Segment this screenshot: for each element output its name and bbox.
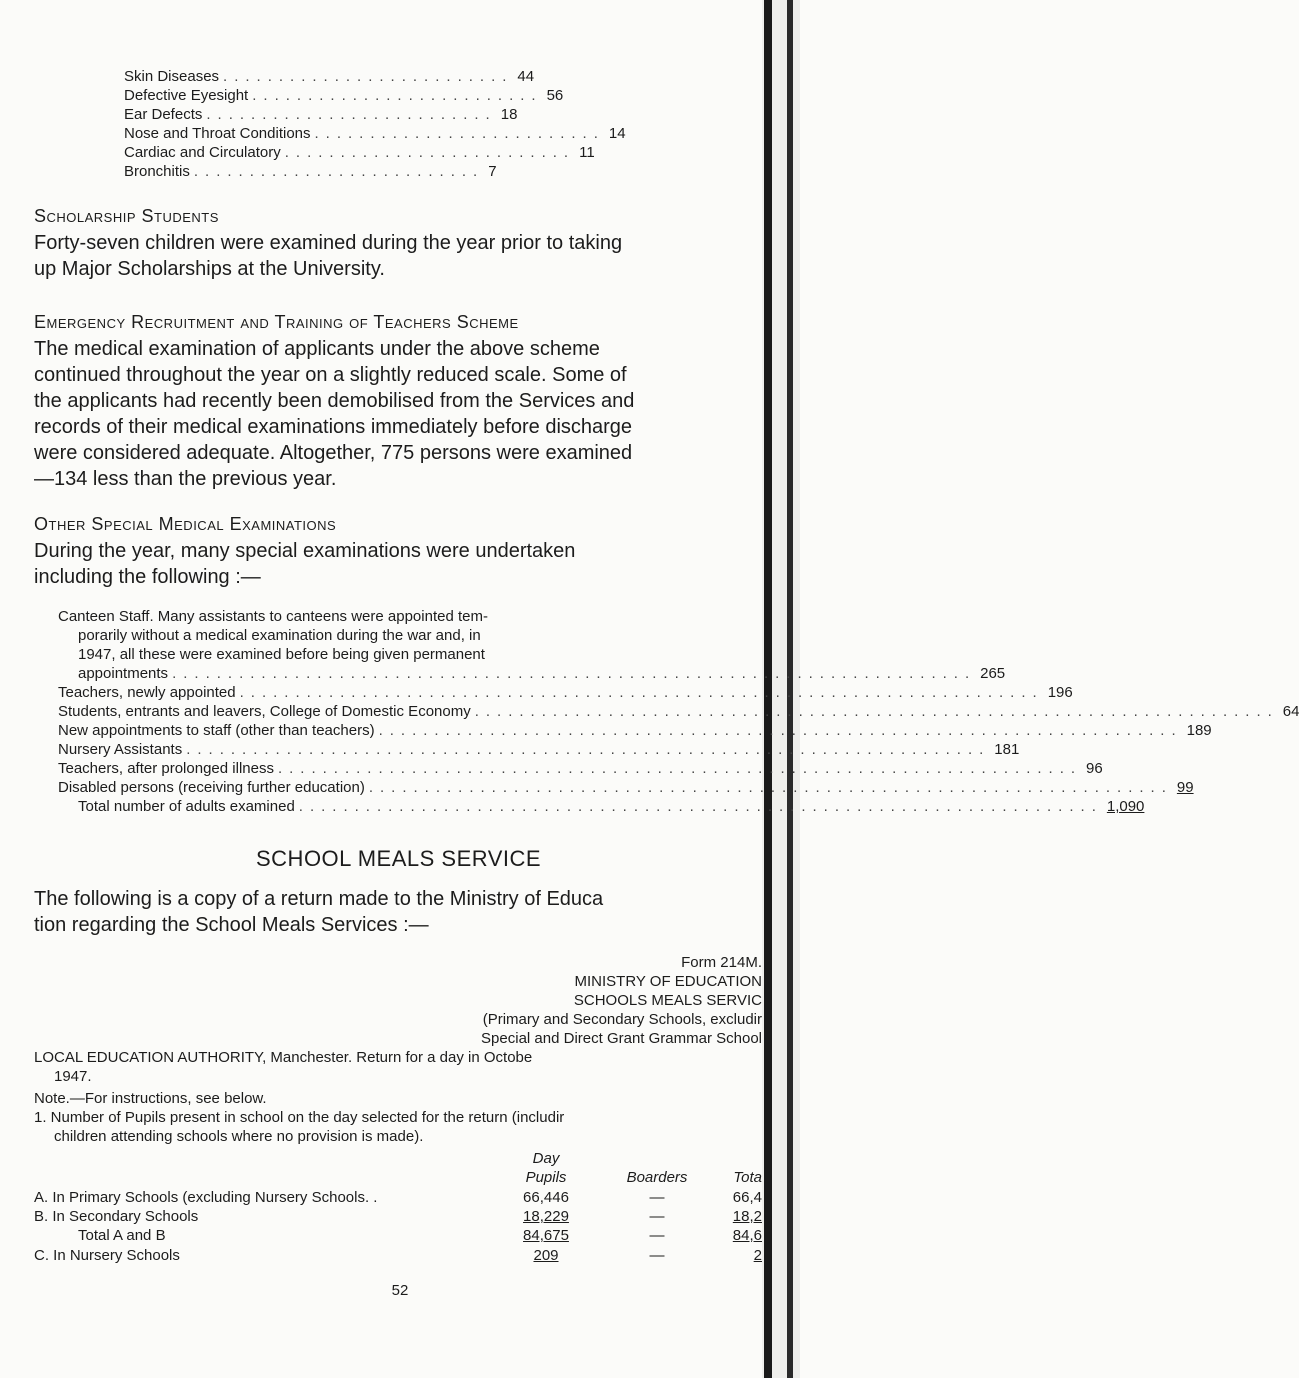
- canteen-text-line: porarily without a medical examination during the war and, in: [78, 627, 481, 644]
- ailment-row: Bronchitis .......................... 7: [124, 163, 497, 180]
- table-cell-total: 18,2: [732, 1208, 762, 1225]
- section-title: SCHOOL MEALS SERVICE: [256, 846, 542, 871]
- table-cell-boarders: —: [649, 1189, 665, 1206]
- col-header-total: Tota: [733, 1169, 762, 1186]
- paragraph-line: tion regarding the School Meals Services :—: [34, 914, 429, 936]
- table-row-label: B. In Secondary Schools: [34, 1208, 199, 1225]
- form-year: 1947.: [54, 1068, 92, 1085]
- table-row-label: Total A and B: [78, 1227, 166, 1244]
- ailment-row: Ear Defects .......................... 18: [124, 106, 518, 123]
- ailment-row: Defective Eyesight .......................... 56: [124, 87, 564, 104]
- canteen-text-line: Canteen Staff. Many assistants to canteens were appointed tem-: [58, 608, 488, 625]
- exam-row: Disabled persons (receiving further education) ........................................................................ 99: [58, 779, 1194, 796]
- table-cell-total: 66,4: [732, 1189, 762, 1206]
- paragraph-line: Forty-seven children were examined during the year prior to taking: [34, 232, 623, 254]
- form-note: Note.—For instructions, see below.: [34, 1090, 267, 1107]
- section-heading: Emergency Recruitment and Training of Teachers Scheme: [34, 312, 519, 332]
- paragraph-line: —134 less than the previous year.: [34, 468, 337, 490]
- col-header-boarders: Boarders: [626, 1169, 688, 1186]
- table-cell-day: 209: [533, 1247, 559, 1264]
- exam-row: Teachers, after prolonged illness ........................................................................ 96: [58, 760, 1103, 777]
- col-header-day: Day: [532, 1150, 560, 1167]
- exam-row: Nursery Assistants ........................................................................ 181: [58, 741, 1020, 758]
- ailment-row: Cardiac and Circulatory .......................... 11: [124, 144, 595, 161]
- question-line: 1. Number of Pupils present in school on the day selected for the return (includir: [34, 1109, 565, 1126]
- paragraph-line: records of their medical examinations immediately before discharge: [34, 416, 633, 438]
- canteen-text-line: 1947, all these were examined before being given permanent: [78, 646, 485, 663]
- table-cell-boarders: —: [649, 1227, 665, 1244]
- table-cell-day: 18,229: [523, 1208, 569, 1225]
- section-heading: Scholarship Students: [34, 206, 219, 226]
- ailment-row: Nose and Throat Conditions .......................... 14: [124, 125, 626, 142]
- exam-total-row: Total number of adults examined ........................................................................ 1,090: [78, 798, 1145, 815]
- paragraph-line: During the year, many special examinations were undertaken: [34, 540, 576, 562]
- exam-row: appointments ........................................................................ 265: [78, 665, 1006, 682]
- table-cell-day: 66,446: [523, 1189, 569, 1206]
- form-number: Form 214M.: [681, 954, 762, 971]
- form-header-line: SCHOOLS MEALS SERVIC: [573, 992, 762, 1009]
- paragraph-line: The following is a copy of a return made to the Ministry of Educa: [34, 888, 604, 910]
- paragraph-line: continued throughout the year on a slightly reduced scale. Some of: [34, 364, 627, 386]
- paragraph-line: the applicants had recently been demobilised from the Services and: [34, 390, 635, 412]
- authority-line: LOCAL EDUCATION AUTHORITY, Manchester. Return for a day in Octobe: [34, 1049, 533, 1066]
- exam-row: Teachers, newly appointed ........................................................................ 196: [58, 684, 1073, 701]
- ailment-row: Skin Diseases .......................... 44: [124, 68, 535, 85]
- form-header-line: MINISTRY OF EDUCATION: [574, 973, 762, 990]
- table-cell-day: 84,675: [523, 1227, 569, 1244]
- table-cell-total: 84,6: [732, 1227, 762, 1244]
- exam-row: Students, entrants and leavers, College of Domestic Economy ........................................................................ 64: [58, 703, 1299, 720]
- form-header-line: (Primary and Secondary Schools, excludir: [482, 1011, 762, 1028]
- exam-row: New appointments to staff (other than teachers) ........................................................................ 189: [58, 722, 1212, 739]
- col-header-pupils: Pupils: [525, 1169, 567, 1186]
- table-cell-total: 2: [753, 1247, 762, 1264]
- table-cell-boarders: —: [649, 1208, 665, 1225]
- paragraph-line: up Major Scholarships at the University.: [34, 258, 385, 280]
- table-cell-boarders: —: [649, 1247, 665, 1264]
- paragraph-line: The medical examination of applicants under the above scheme: [34, 338, 600, 360]
- paragraph-line: including the following :—: [34, 566, 261, 588]
- table-row-label: C. In Nursery Schools: [34, 1247, 180, 1264]
- section-heading: Other Special Medical Examinations: [34, 514, 337, 534]
- question-line: children attending schools where no provision is made).: [54, 1128, 424, 1145]
- table-row-label: A. In Primary Schools (excluding Nursery Schools. .: [34, 1189, 378, 1206]
- form-header-line: Special and Direct Grant Grammar School: [481, 1030, 762, 1047]
- paragraph-line: were considered adequate. Altogether, 775 persons were examined: [34, 442, 633, 464]
- page-number: 52: [391, 1282, 409, 1299]
